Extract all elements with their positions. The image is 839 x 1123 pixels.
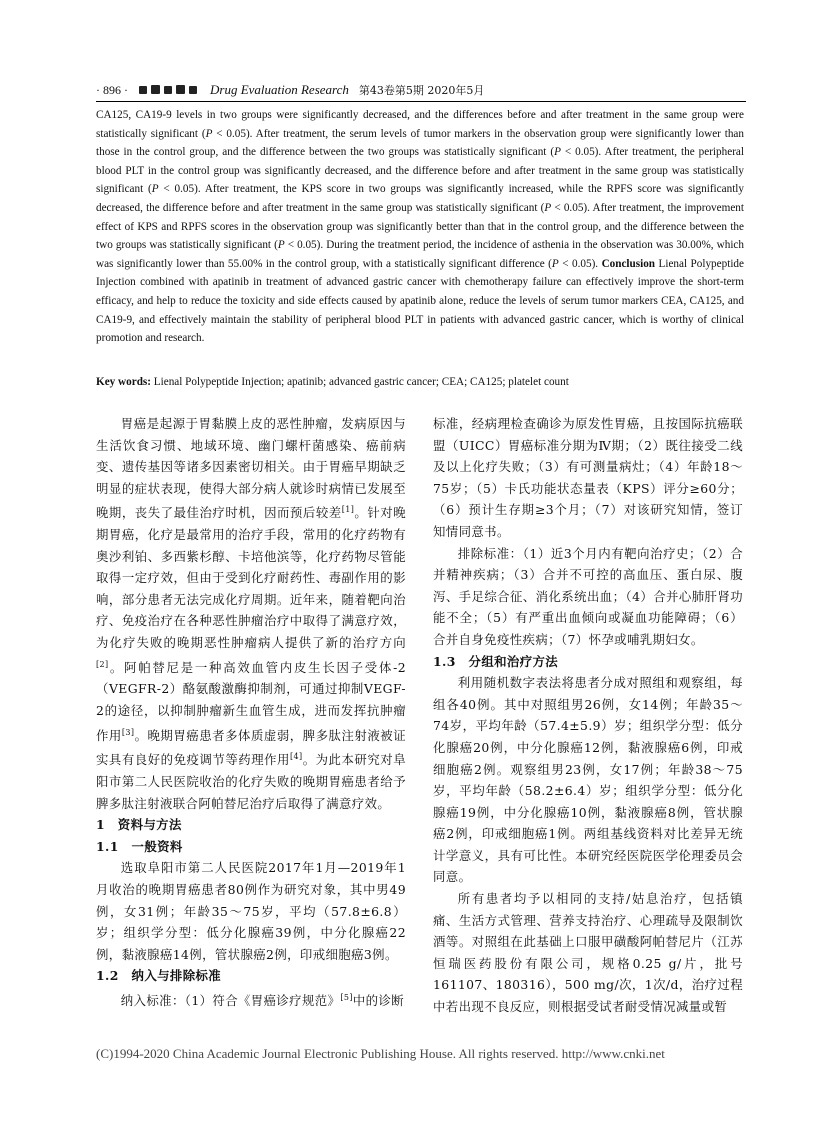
abstract-text: CA125, CA19-9 levels in two groups were significantly decreased, and the differences before and after treatment in the same group were statistically significant ( — [96, 109, 744, 140]
body-text: 。针对晚期胃癌，化疗是最常用的治疗手段，常用的化疗药物有奥沙利铂、多西紫杉醇、卡培他滨等，化疗药物尽管能取得一定疗效，但由于受到化疗耐药性、毒副作用的影响，部分患者无法完成化疗周期。近年来，随着靶向治疗、免疫治疗在各种恶性肿瘤治疗中取得了满意疗效，为化疗失败的晚期恶性肿瘤病人提供了新的治疗方向 — [96, 505, 406, 651]
body-text: 纳入标准：（1）符合《胃癌诊疗规范》 — [120, 993, 341, 1009]
body-paragraph: 标准，经病理检查确诊为原发性胃癌，且按国际抗癌联盟（UICC）胃癌标准分期为Ⅳ期；（2）既往接受二线及以上化疗失败；（3）有可测量病灶；（4）年龄18～75岁；（5）卡氏功能状态量表（KPS）评分≥60分；（6）预计生存期≥3个月；（7）对该研究知情，签订知情同意书。 — [433, 416, 743, 539]
keywords — [96, 373, 744, 391]
citation: [2] — [96, 659, 109, 669]
abstract-text: < 0.05). — [558, 257, 602, 270]
body-text: 。为此本研究对阜阳市第二人民医院收治的化疗失败的晚期胃癌患者给予脾多肽注射液联合阿帕替尼治疗后取得了满意疗效。 — [96, 752, 407, 811]
body-text: 中的诊断 — [352, 993, 405, 1009]
p-symbol: P — [151, 183, 159, 196]
body-text: 。阿帕替尼是一种高效血管内皮生长因子受体-2（VEGFR-2）酪氨酸激酶抑制剂，可通过抑制VEGF-2的途径，以抑制肿瘤新生血管生成，进而发挥抗肿瘤作用 — [96, 659, 406, 743]
p-symbol: P — [554, 146, 561, 159]
body-paragraph: 排除标准：（1）近3个月内有靶向治疗史；（2）合并精神疾病；（3）合并不可控的高血压、蛋白尿、腹泻、手足综合征、消化系统出血；（4）合并心肺肝肾功能不全；（5）有严重出血倾向或凝血功能障碍；（6）合并自身免疫性疾病；（7）怀孕或哺乳期妇女。 — [433, 545, 743, 647]
page-header — [96, 80, 746, 100]
subsection-heading: 1.1 一般资料 — [96, 838, 183, 854]
conclusion-label: Conclusion — [601, 257, 656, 270]
copyright-footer: (C)1994-2020 China Academic Journal Electronic Publishing House. All rights reserved. http://www.cnki.net — [96, 1046, 665, 1061]
journal-name: Drug Evaluation Research — [210, 82, 349, 97]
body-text: 胃癌是起源于胃黏膜上皮的恶性肿瘤，发病原因与生活饮食习惯、地域环境、幽门螺杆菌感染、癌前病变、遗传基因等诸多因素密切相关。由于胃癌早期缺乏明显的症状表现，使得大部分病人就诊时病情已发展至晚期，丧失了最佳治疗时机，因而预后较差 — [96, 416, 406, 521]
abstract-text: < 0.05). After treatment, the serum levels of tumor markers in the observation group were significantly lower than those in the control group, and the difference between the two groups was statistically significant ( — [96, 127, 744, 159]
abstract-text: < 0.05). After treatment, the KPS score in two groups was significantly increased, while the RPFS score was significantly decreased, the difference before and after treatment in the same group was statistically significant ( — [96, 183, 745, 214]
citation: [5] — [340, 992, 353, 1002]
abstract-text: < 0.05). During the treatment period, the incidence of asthenia in the observation was 30.00%, which was significantly lower than 55.00% in the control group, with a statistically significant difference ( — [96, 239, 744, 270]
journal-logo-icon — [138, 84, 200, 96]
issue-info: 第43卷第5期 2020年5月 — [358, 84, 485, 97]
keywords-text: Lienal Polypeptide Injection; apatinib; advanced gastric cancer; CEA; CA125; platelet count — [151, 376, 569, 388]
conclusion-text: Lienal Polypeptide Injection combined with apatinib in treatment of advanced gastric cancer with chemotherapy failure can effectively improve the short-term efficacy, and help to reduce the toxicity and side effects caused by apatinib alone, reduce the levels of serum tumor markers CEA, CA125, and CA19-9, and effectively maintain the stability of peripheral blood PLT in patients with advanced gastric cancer, which is worthy of clinical promotion and research. — [96, 257, 744, 345]
abstract-paragraph — [96, 106, 744, 348]
header-rule — [96, 101, 746, 102]
subsection-heading: 1.3 分组和治疗方法 — [433, 653, 559, 669]
left-column — [96, 413, 406, 1012]
body-paragraph — [96, 987, 406, 1012]
p-symbol: P — [205, 127, 213, 140]
p-symbol: P — [277, 239, 285, 252]
abstract — [96, 106, 744, 348]
citation: [3] — [121, 727, 135, 737]
p-symbol: P — [551, 257, 559, 270]
citation: [1] — [341, 505, 355, 515]
section-heading: 1 资料与方法 — [96, 817, 182, 833]
abstract-text: < 0.05). After treatment, the improvement effect of KPS and RPFS scores in the observation group was significantly better than that in the control group, and the difference between the two groups was statistically significant ( — [96, 201, 744, 252]
body-text: 。晚期胃癌患者多体质虚弱，脾多肽注射液被证实具有良好的免疫调节等药理作用 — [96, 727, 406, 768]
intro-paragraph — [96, 413, 406, 814]
body-paragraph: 选取阜阳市第二人民医院2017年1月—2019年1月收治的晚期胃癌患者80例作为研究对象，其中男49例，女31例；年龄35～75岁，平均（57.8±6.8）岁；组织学分型：低分化腺癌39例，中分化腺癌22例，黏液腺癌14例，管状腺癌2例，印戒细胞癌3例。 — [96, 860, 406, 962]
subsection-heading: 1.2 纳入与排除标准 — [96, 968, 222, 984]
right-column — [433, 413, 743, 1018]
citation: [4] — [290, 752, 303, 762]
body-paragraph: 利用随机数字表法将患者分成对照组和观察组，每组各40例。其中对照组男26例，女14例；年龄35～74岁，平均年龄（57.4±5.9）岁；组织学分型：低分化腺癌20例，中分化腺癌12例，黏液腺癌6例，印戒细胞癌2例。观察组男23例，女17例；年龄38～75岁，平均年龄（58.2±6.4）岁；组织学分型：低分化腺癌19例，中分化腺癌10例，黏液腺癌8例，管状腺癌2例，印戒细胞癌1例。两组基线资料对比差异无统计学意义，具有可比性。本研究经医院医学伦理委员会同意。 — [433, 675, 743, 885]
abstract-text: < 0.05). After treatment, the peripheral blood PLT in the control group was significantly decreased, and the difference before and after treatment in the same group was statistically significant ( — [96, 146, 744, 196]
page-number: · 896 · — [96, 82, 128, 97]
body-paragraph: 所有患者均予以相同的支持/姑息治疗，包括镇痛、生活方式管理、营养支持治疗、心理疏导及限制饮酒等。对照组在此基础上口服甲磺酸阿帕替尼片（江苏恒瑞医药股份有限公司，规格0.25 g/片，批号161107、180316），500 mg/次，1次/d，治疗过程中若出现不良反应，则根据受试者耐受情况减量或暂 — [433, 891, 743, 1015]
p-symbol: P — [544, 201, 552, 214]
keywords-label: Key words: — [96, 376, 151, 388]
